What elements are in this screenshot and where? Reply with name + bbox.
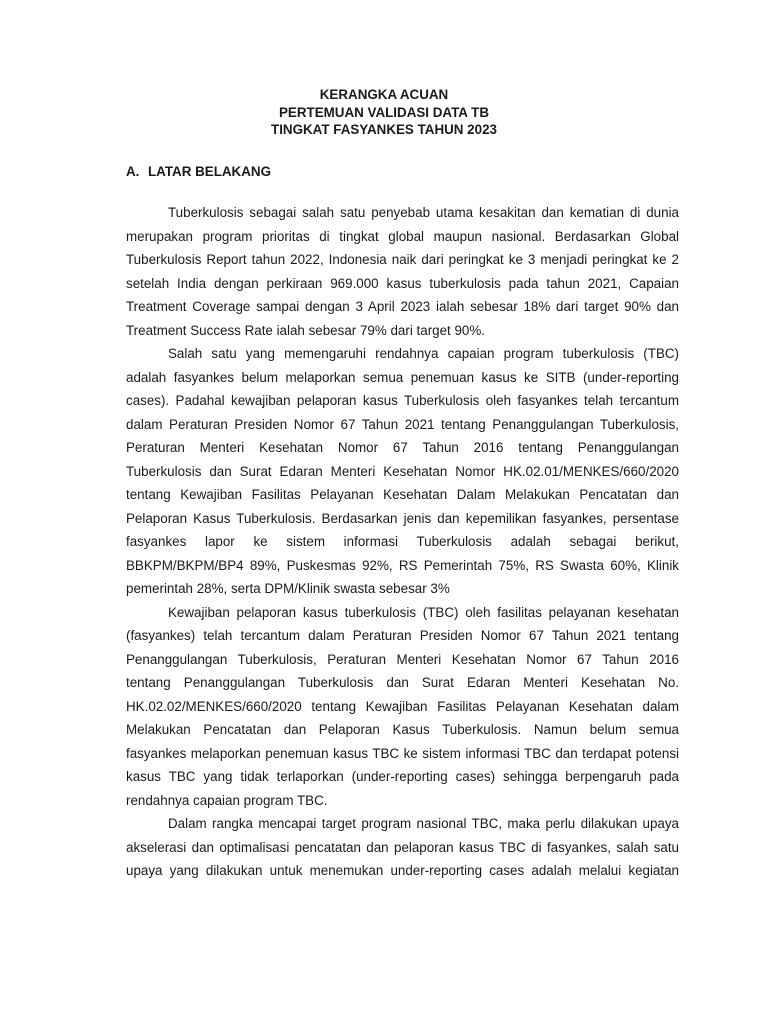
paragraph-line: Treatment Coverage sampai dengan 3 April 2023 ialah sebesar 18% dari target 90% dan [126,299,679,314]
paragraph-line: fasyankes lapor ke sistem informasi Tuberkulosis adalah sebagai berikut, [126,534,679,549]
paragraph-line: HK.02.02/MENKES/660/2020 tentang Kewajiban Fasilitas Pelayanan Kesehatan dalam [126,698,679,714]
paragraph-line: (fasyankes) telah tercantum dalam Peraturan Presiden Nomor 67 Tahun 2021 tentang [126,628,679,643]
paragraph-line: Dalam rangka mencapai target program nasional TBC, maka perlu dilakukan upaya [168,816,679,831]
paragraph-line: adalah fasyankes belum melaporkan semua penemuan kasus ke SITB (under-reporting [126,369,679,385]
paragraph-line: setelah India dengan perkiraan 969.000 kasus tuberkulosis pada tahun 2021, Capaian [126,275,679,291]
paragraph-line: akselerasi dan optimalisasi pencatatan dan pelaporan kasus TBC di fasyankes, salah satu [126,839,679,855]
title-line-3: TINGKAT FASYANKES TAHUN 2023 [271,122,497,137]
paragraph-line: pemerintah 28%, serta DPM/Klinik swasta sebesar 3% [126,581,450,596]
body-text [126,201,679,883]
body-paragraph [126,812,679,883]
body-paragraph [126,601,679,813]
section-number: A. [126,164,140,179]
section-heading [126,163,271,180]
paragraph-line: merupakan program prioritas di tingkat global maupun nasional. Berdasarkan Global [126,228,679,244]
paragraph-line: tentang Penanggulangan Tuberkulosis dan Surat Edaran Menteri Kesehatan No. [126,675,679,690]
paragraph-line: Salah satu yang memengaruhi rendahnya capaian program tuberkulosis (TBC) [168,346,679,361]
paragraph-line: Penanggulangan Tuberkulosis, Peraturan Menteri Kesehatan Nomor 67 Tahun 2016 [126,651,679,667]
paragraph-line: Kewajiban pelaporan kasus tuberkulosis (TBC) oleh fasilitas pelayanan kesehatan [168,604,679,620]
paragraph-line: Peraturan Menteri Kesehatan Nomor 67 Tahun 2016 tentang Penanggulangan [126,440,679,455]
paragraph-line: BBKPM/BKPM/BP4 89%, Puskesmas 92%, RS Pemerintah 75%, RS Swasta 60%, Klinik [126,557,679,573]
paragraph-line: tentang Kewajiban Fasilitas Pelayanan Kesehatan Dalam Melakukan Pencatatan dan [126,487,679,502]
paragraph-line: kasus TBC yang tidak terlaporkan (under-reporting cases) sehingga berpengaruh pada [126,769,679,784]
paragraph-line: rendahnya capaian program TBC. [126,792,328,808]
paragraph-line: dalam Peraturan Presiden Nomor 67 Tahun 2021 tentang Penanggulangan Tuberkulosis, [126,416,679,432]
title-line-2: PERTEMUAN VALIDASI DATA TB [278,104,490,120]
paragraph-line: upaya yang dilakukan untuk menemukan under-reporting cases adalah melalui kegiatan [126,863,679,878]
paragraph-line: cases). Padahal kewajiban pelaporan kasus Tuberkulosis oleh fasyankes telah tercantum [126,393,679,408]
paragraph-line: Pelaporan Kasus Tuberkulosis. Berdasarkan jenis dan kepemilikan fasyankes, persentase [126,510,679,526]
body-paragraph [126,201,679,342]
paragraph-line: Tuberkulosis dan Surat Edaran Menteri Kesehatan Nomor HK.02.01/MENKES/660/2020 [126,463,679,479]
title-line-1: KERANGKA ACUAN [319,87,449,102]
paragraph-line: fasyankes melaporkan penemuan kasus TBC ke sistem informasi TBC dan terdapat potensi [126,745,679,761]
document-title [0,86,768,139]
paragraph-line: Melakukan Pencatatan dan Pelaporan Kasus Tuberkulosis. Namun belum semua [126,722,679,737]
paragraph-line: Tuberkulosis Report tahun 2022, Indonesia naik dari peringkat ke 3 menjadi peringkat ke 2 [126,252,679,267]
section-title: LATAR BELAKANG [148,164,271,179]
paragraph-line: Tuberkulosis sebagai salah satu penyebab utama kesakitan dan kematian di dunia [168,205,679,220]
body-paragraph [126,342,679,601]
paragraph-line: Treatment Success Rate ialah sebesar 79% dari target 90%. [126,322,486,338]
